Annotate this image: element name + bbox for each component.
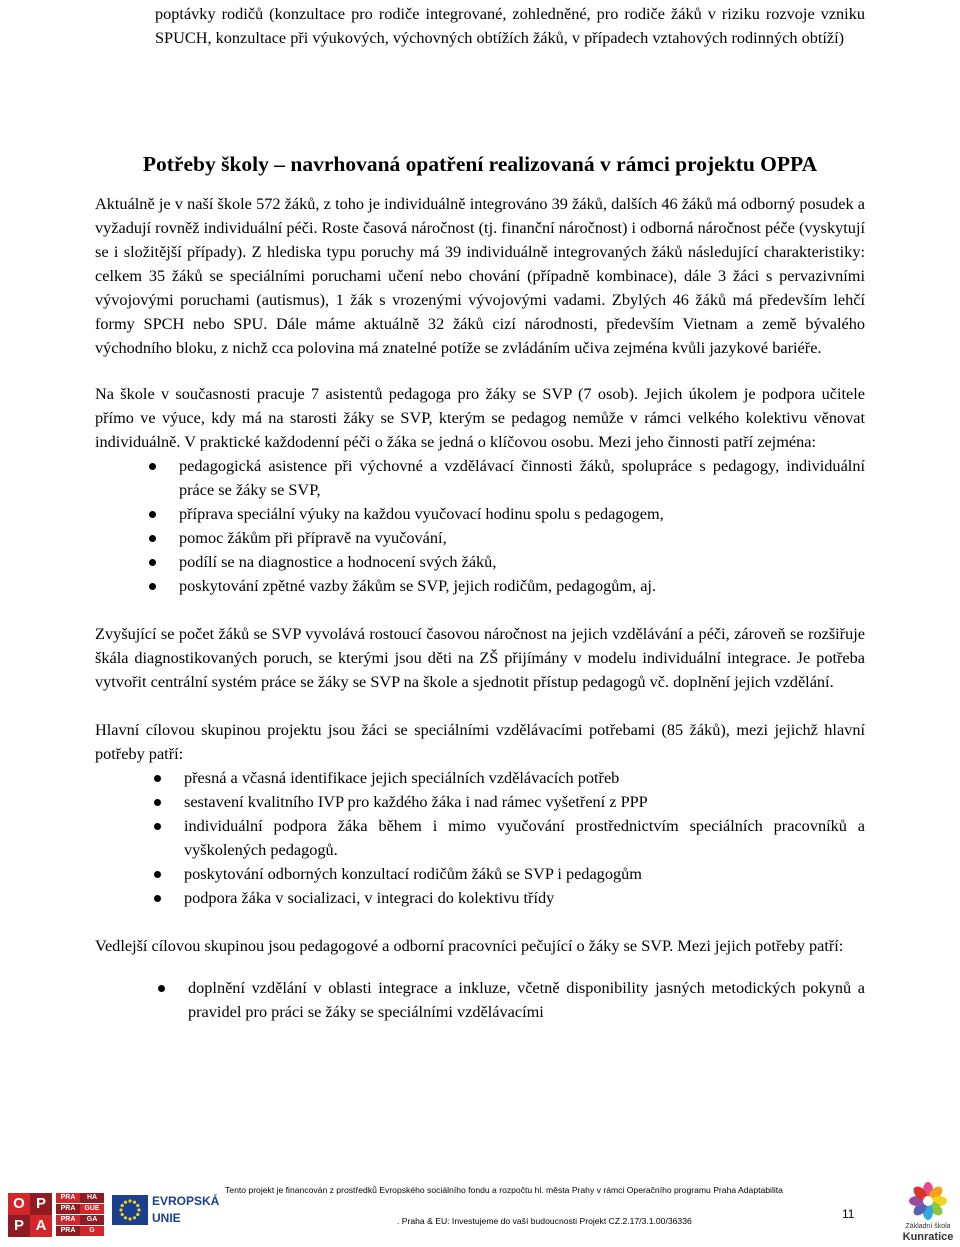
school-flower-icon (896, 1181, 960, 1221)
list-item-text: doplnění vzdělání v oblasti integrace a inkluze, včetně disponibility jasných metodických pokynů a pravidel pro práci se žáky se speciálními vzdělávacími (188, 978, 865, 1021)
oppa-letter: P (30, 1193, 52, 1215)
list-item-text: podílí se na diagnostice a hodnocení svých žáků, (179, 552, 497, 571)
praha-cell: GA (80, 1215, 104, 1225)
school-name-line2: Kunratice (902, 1231, 954, 1243)
eu-logo-line2: UNIE (152, 1211, 181, 1225)
bullet-icon (154, 775, 161, 782)
paragraph-current-state: Aktuálně je v naší škole 572 žáků, z toho je individuálně integrováno 39 žáků, dalších 46 žáků má odborný posudek a vyžadují rovněž individuální péči. Roste časová náročnost (tj. finanční náročnost) i odborná náročnost péče (vyskytují se i složitější případy). Z hlediska typu poruchy má 39 individuálně integrovaných žáků následující charakteristiky: celkem 35 žáků se speciálními poruchami učení nebo chování (případně kombinace), dále 3 žáci s pervazivními vývojovými poruchami (autismus), 1 žák s vrozenými vývojovými vadami. Zbylých 46 žáků má především lehčí formy SPCH nebo SPU. Dále máme aktuálně 32 žáků cizí národnosti, především Vietnam a země bývalého východního bloku, z nichž cca polovina má znatelné potíže se zvládáním učiva zejména kvůli jazykové bariéře. (95, 194, 865, 357)
list-item-text: poskytování odborných konzultací rodičům žáků se SVP i pedagogům (184, 864, 642, 883)
list-item (184, 790, 865, 814)
list-item-text: pedagogická asistence při výchovné a vzdělávací činnosti žáků, spolupráce s pedagogy, individuální práce se žáky se SVP, (179, 456, 865, 499)
eu-flag-icon (112, 1195, 148, 1225)
praha-cell: GUE (80, 1204, 104, 1214)
eu-logo-line1: EVROPSKÁ (152, 1194, 220, 1208)
list-item (179, 454, 865, 502)
bullet-icon (154, 895, 161, 902)
footer-project-line: . Praha & EU: Investujeme do vaší budoucnosti Projekt CZ.2.17/3.1.00/36336 (397, 1216, 692, 1226)
list-item (184, 814, 865, 862)
paragraph-secondary-target-group: Vedlejší cílovou skupinou jsou pedagogové a odborní pracovníci pečující o žáky se SVP. Mezi jejich potřeby patří: (95, 936, 844, 955)
praha-cell: PRA (56, 1204, 80, 1214)
list-item-text: sestavení kvalitního IVP pro každého žáka i nad rámec vyšetření z PPP (184, 792, 648, 811)
list-item-text: individuální podpora žáka během i mimo vyučování prostřednictvím speciálních pracovníků a vyškolených pedagogů. (184, 816, 865, 859)
document-page (95, 0, 865, 1024)
bullet-icon (154, 871, 161, 878)
list-item (184, 886, 865, 910)
assistant-duties-list (179, 454, 865, 598)
section-heading: Potřeby školy – navrhovaná opatření realizovaná v rámci projektu OPPA (142, 152, 818, 176)
paragraph-main-target-group: Hlavní cílovou skupinou projektu jsou žáci se speciálními vzdělávacími potřebami (85 žáků), mezi jejichž hlavní potřeby patří: (95, 720, 865, 763)
school-logo (896, 1181, 960, 1247)
list-item (179, 526, 865, 550)
secondary-group-needs-list (188, 976, 865, 1024)
oppa-letter: P (8, 1215, 30, 1237)
oppa-letter: O (8, 1193, 30, 1215)
bullet-icon (149, 535, 156, 542)
praha-cell: G (80, 1226, 104, 1236)
list-item-text: přesná a včasná identifikace jejich speciálních vzdělávacích potřeb (184, 768, 620, 787)
page-footer (0, 1175, 960, 1247)
bullet-icon (154, 799, 161, 806)
bullet-icon (149, 463, 156, 470)
praha-cell: PRA (56, 1215, 80, 1225)
praha-cell: PRA (56, 1226, 80, 1236)
paragraph-increasing-demand: Zvyšující se počet žáků se SVP vyvolává rostoucí časovou náročnost na jejich vzdělávání a péči, zároveň se rozšiřuje škála diagnostikovaných poruch, se kterými jsou děti na ZŠ přijímány v modelu individuální integrace. Je potřeba vytvořit centrální systém práce se žáky se SVP na škole a sjednotit přístup pedagogů vč. doplnění jejich vzdělání. (95, 624, 865, 691)
list-item (184, 862, 865, 886)
intro-paragraph: poptávky rodičů (konzultace pro rodiče integrované, zohledněné, pro rodiče žáků v riziku rozvoje vzniku SPUCH, konzultace při výukových, výchovných obtížích žáků, v případech vztahových rodinných obtíží) (155, 4, 865, 47)
main-group-needs-list (184, 766, 865, 910)
bullet-icon (158, 985, 165, 992)
eu-logo-text (152, 1193, 219, 1227)
page-number: 11 (842, 1207, 855, 1221)
list-item (179, 574, 865, 598)
school-name-line1: Základní škola (905, 1223, 951, 1230)
paragraph-assistants: Na škole v současnosti pracuje 7 asistentů pedagoga pro žáky se SVP (7 osob). Jejich úkolem je podpora učitele přímo ve výuce, kdy má na starosti žáky se SVP, kterým se pedagog nemůže v rámci velkého kolektivu věnovat individuálně. V praktické každodenní péči o žáka se jedná o klíčovou osobu. Mezi jeho činnosti patří zejména: (95, 384, 865, 451)
bullet-icon (149, 559, 156, 566)
footer-funding-line: Tento projekt je financován z prostředků Evropského sociálního fondu a rozpočtu hl. města Prahy v rámci Operačního programu Praha Adaptabilita (225, 1185, 783, 1195)
praha-cell: PRA (56, 1193, 80, 1203)
list-item (188, 976, 865, 1024)
bullet-icon (149, 583, 156, 590)
eu-logo (112, 1191, 220, 1235)
bullet-icon (154, 823, 161, 830)
praha-cell: HA (80, 1193, 104, 1203)
list-item (179, 502, 865, 526)
list-item-text: poskytování zpětné vazby žákům se SVP, jejich rodičům, pedagogům, aj. (179, 576, 657, 595)
oppa-logo (8, 1193, 104, 1237)
list-item (179, 550, 865, 574)
oppa-letter: A (30, 1215, 52, 1237)
eu-stars-icon (112, 1195, 148, 1225)
list-item-text: příprava speciální výuky na každou vyučovací hodinu spolu s pedagogem, (179, 504, 664, 523)
list-item (184, 766, 865, 790)
bullet-icon (149, 511, 156, 518)
list-item-text: pomoc žákům při přípravě na vyučování, (179, 528, 447, 547)
list-item-text: podpora žáka v socializaci, v integraci do kolektivu třídy (184, 888, 555, 907)
